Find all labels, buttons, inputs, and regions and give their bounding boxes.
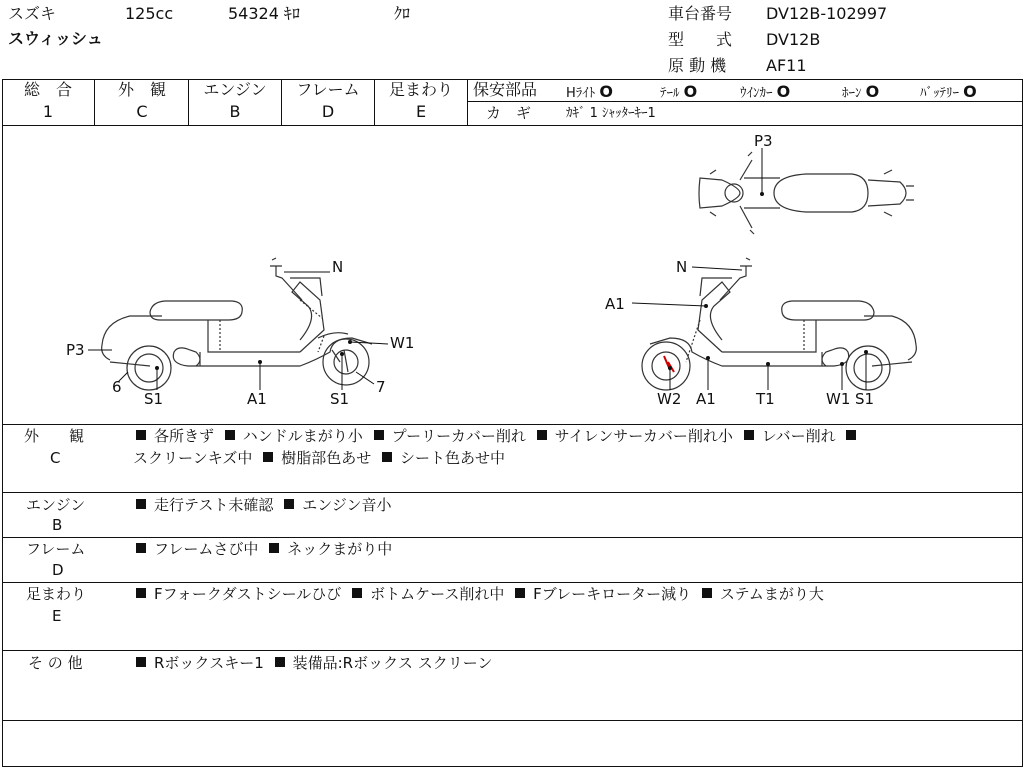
note-item: ネックまがり中 [287, 540, 393, 558]
notes-suspension-label: 足まわり [26, 585, 87, 603]
label-7-left: 7 [376, 378, 386, 396]
scooter-right-view [642, 258, 916, 390]
displacement: 125cc [125, 4, 174, 23]
notes-engine-label: エンジン [26, 496, 86, 514]
status-mark: O [599, 82, 614, 101]
label-N-right: N [676, 258, 688, 276]
note-item: レバー削れ [761, 427, 836, 445]
safety-item-battery: ﾊﾞｯﾃﾘｰ O [920, 82, 977, 101]
overall-grade: 1 [42, 102, 54, 121]
label-S1-left-front: S1 [330, 390, 350, 408]
scooter-diagram [0, 126, 1024, 424]
divider [2, 424, 1023, 425]
note-item: シート色あせ中 [399, 449, 505, 467]
engine-grade-label: エンジン [203, 80, 267, 99]
mileage: 54324 ｷﾛ [228, 4, 300, 23]
key-label: カ ギ [486, 104, 532, 122]
label-A1-right: A1 [696, 390, 716, 408]
label-6-left: 6 [112, 378, 122, 396]
notes-suspension-line [136, 587, 824, 602]
type-label: 型 式 [668, 30, 733, 49]
notes-frame-grade: D [52, 561, 64, 579]
exterior-grade: C [136, 102, 148, 121]
notes-frame-label: フレーム [26, 540, 86, 558]
note-item: Fフォークダストシールひび [154, 585, 342, 603]
label-W2-right: W2 [657, 390, 682, 408]
suspension-grade: E [415, 102, 427, 121]
label-P3-left: P3 [66, 341, 85, 359]
label-A1-right-upper: A1 [605, 295, 625, 313]
type-value: DV12B [766, 30, 821, 49]
divider [467, 79, 468, 125]
note-item: サイレンサーカバー削れ小 [554, 427, 733, 445]
label-N-left: N [332, 258, 344, 276]
frame-grade-label: フレーム [296, 80, 360, 99]
notes-exterior-label: 外 観 [24, 427, 85, 445]
divider [2, 720, 1023, 721]
notes-suspension-grade: E [52, 607, 62, 625]
engine-label: 原 動 機 [668, 56, 727, 75]
notes-engine-line [136, 498, 391, 513]
frame-no: DV12B-102997 [766, 4, 888, 23]
safety-item-winker: ｳｲﾝｶｰ O [740, 82, 791, 101]
notes-exterior-line2 [133, 451, 505, 466]
notes-engine-grade: B [52, 516, 63, 534]
note-item: フレームさび中 [154, 540, 259, 558]
scooter-top-view [699, 152, 914, 234]
notes-frame-line [136, 542, 392, 557]
notes-exterior-line1 [136, 429, 864, 444]
engine-value: AF11 [766, 56, 807, 75]
safety-label: 保安部品 [473, 80, 538, 99]
exterior-label: 外 観 [117, 80, 166, 99]
divider [94, 79, 95, 125]
divider [467, 101, 1023, 102]
color: ｸﾛ [394, 4, 411, 23]
frame-no-label: 車台番号 [668, 4, 733, 23]
left-callouts [88, 272, 388, 390]
note-item: ステムまがり大 [719, 585, 824, 603]
divider [2, 582, 1023, 583]
safety-item-tail: ﾃｰﾙ O [660, 82, 698, 101]
note-item: プーリーカバー削れ [391, 427, 526, 445]
label-S1-left-rear: S1 [144, 390, 164, 408]
label-T1-right: T1 [756, 390, 775, 408]
status-mark: O [776, 82, 791, 101]
label-W1-right: W1 [826, 390, 851, 408]
note-item: Fブレーキローター減り [533, 585, 692, 603]
note-item: 樹脂部色あせ [281, 449, 372, 467]
divider [281, 79, 282, 125]
note-item: 走行テスト未確認 [154, 496, 274, 514]
note-item: Rボックスキー1 [154, 654, 264, 672]
notes-other-label: そ の 他 [28, 654, 83, 672]
overall-label: 総 合 [23, 80, 72, 99]
right-dots [668, 304, 868, 370]
note-item: ハンドルまがり小 [242, 427, 363, 445]
status-mark: O [683, 82, 698, 101]
model-name: スウィッシュ [8, 29, 103, 48]
note-item: スクリーンキズ中 [133, 449, 253, 467]
label-P3-top: P3 [754, 132, 773, 150]
notes-exterior-grade: C [50, 449, 61, 467]
note-item: 装備品:Rボックス スクリーン [292, 654, 493, 672]
divider [2, 650, 1023, 651]
notes-other-line [136, 656, 492, 671]
engine-grade: B [229, 102, 241, 121]
divider [374, 79, 375, 125]
divider [2, 492, 1023, 493]
safety-item-horn: ﾎｰﾝ O [842, 82, 880, 101]
label-S1-right: S1 [855, 390, 875, 408]
label-W1-left: W1 [390, 334, 415, 352]
right-callouts [632, 267, 866, 390]
top-dot [760, 192, 764, 196]
maker: スズキ [8, 4, 57, 23]
key-value: ｶｷﾞ 1 ｼｬｯﾀｰｷｰ1 [566, 106, 656, 121]
status-mark: O [865, 82, 880, 101]
label-A1-left: A1 [247, 390, 267, 408]
note-item: エンジン音小 [302, 496, 392, 514]
safety-item-headlight: Hﾗｲﾄ O [566, 82, 614, 101]
note-item: ボトムケース削れ中 [370, 585, 505, 603]
note-item: 各所きず [154, 427, 215, 445]
divider [188, 79, 189, 125]
frame-grade: D [321, 102, 335, 121]
suspension-grade-label: 足まわり [388, 80, 453, 99]
divider [2, 537, 1023, 538]
scooter-left-view [102, 258, 372, 390]
status-mark: O [963, 82, 977, 101]
